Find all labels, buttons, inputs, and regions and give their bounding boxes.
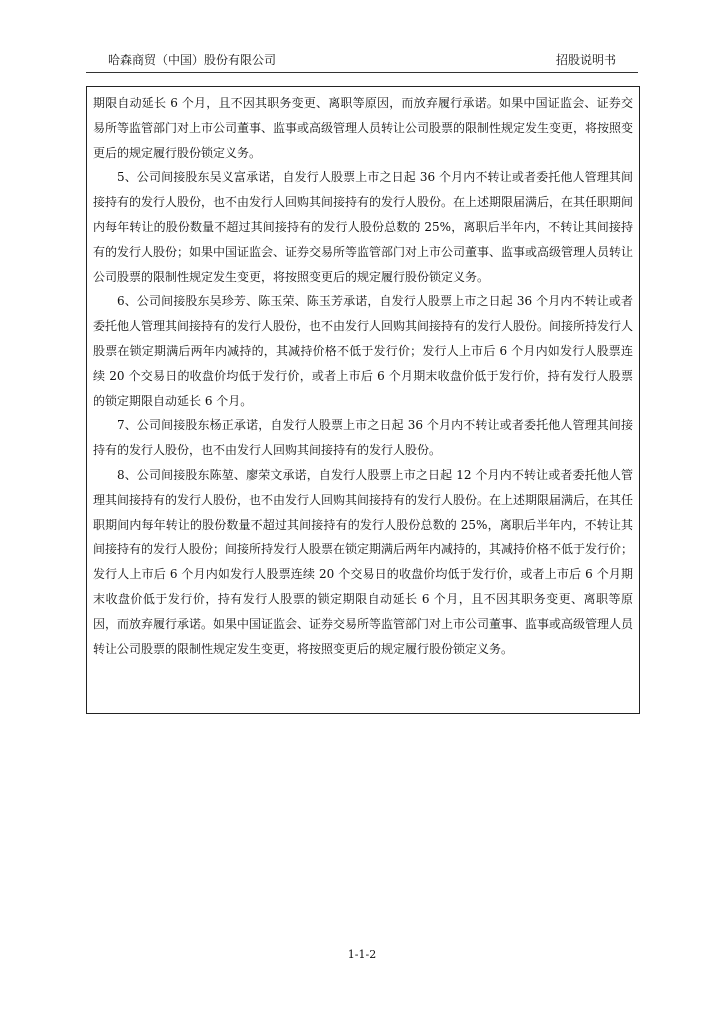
paragraph-item-5: 5、公司间接股东吴义富承诺，自发行人股票上市之日起 36 个月内不转让或者委托他人管理其间接持有的发行人股份，也不由发行人回购其间接持有的发行人股份。在上述期限届满后，在其任职期间内每年转让的股份数量不超过其间接持有的发行人股份总数的 25%，离职后半年内，不转让其间接持有的发行人股份；如果中国证监会、证券交易所等监管部门对上市公司董事、监事或高级管理人员转让公司股票的限制性规定发生变更，将按照变更后的规定履行股份锁定义务。 [93,170,634,284]
paragraph-item-6: 6、公司间接股东吴珍芳、陈玉荣、陈玉芳承诺，自发行人股票上市之日起 36 个月内不转让或者委托他人管理其间接持有的发行人股份，也不由发行人回购其间接持有的发行人股份。间接所持发行人股票在锁定期满后两年内减持的，其减持价格不低于发行价；发行人上市后 6 个月内如发行人股票连续 20 个交易日的收盘价均低于发行价，或者上市后 6 个月期末收盘价低于发行价，持有发行人股票的锁定期限自动延长 6 个月。 [93,294,634,408]
paragraph-item-7: 7、公司间接股东杨正承诺，自发行人股票上市之日起 36 个月内不转让或者委托他人管理其间接持有的发行人股份，也不由发行人回购其间接持有的发行人股份。 [93,418,633,458]
company-name: 哈森商贸（中国）股份有限公司 [108,53,277,67]
document-title: 招股说明书 [555,53,616,67]
page-header [86,50,638,73]
paragraph-continuation: 期限自动延长 6 个月，且不因其职务变更、离职等原因，而放弃履行承诺。如果中国证监会、证券交易所等监管部门对上市公司董事、监事或高级管理人员转让公司股票的限制性规定发生变更，将按照变更后的规定履行股份锁定义务。 [93,96,634,160]
content-box [86,86,640,714]
paragraph-item-8: 8、公司间接股东陈堃、廖荣文承诺，自发行人股票上市之日起 12 个月内不转让或者委托他人管理其间接持有的发行人股份，也不由发行人回购其间接持有的发行人股份。在上述期限届满后，在其任职期间内每年转让的股份数量不超过其间接持有的发行人股份总数的 25%，离职后半年内，不转让其间接持有的发行人股份；间接所持发行人股票在锁定期满后两年内减持的，其减持价格不低于发行价；发行人上市后 6 个月内如发行人股票连续 20 个交易日的收盘价均低于发行价，或者上市后 6 个月期末收盘价低于发行价，持有发行人股票的锁定期限自动延长 6 个月，且不因其职务变更、离职等原因，而放弃履行承诺。如果中国证监会、证券交易所等监管部门对上市公司董事、监事或高级管理人员转让公司股票的限制性规定发生变更，将按照变更后的规定履行股份锁定义务。 [93,467,634,656]
page-number: 1-1-2 [347,948,377,961]
